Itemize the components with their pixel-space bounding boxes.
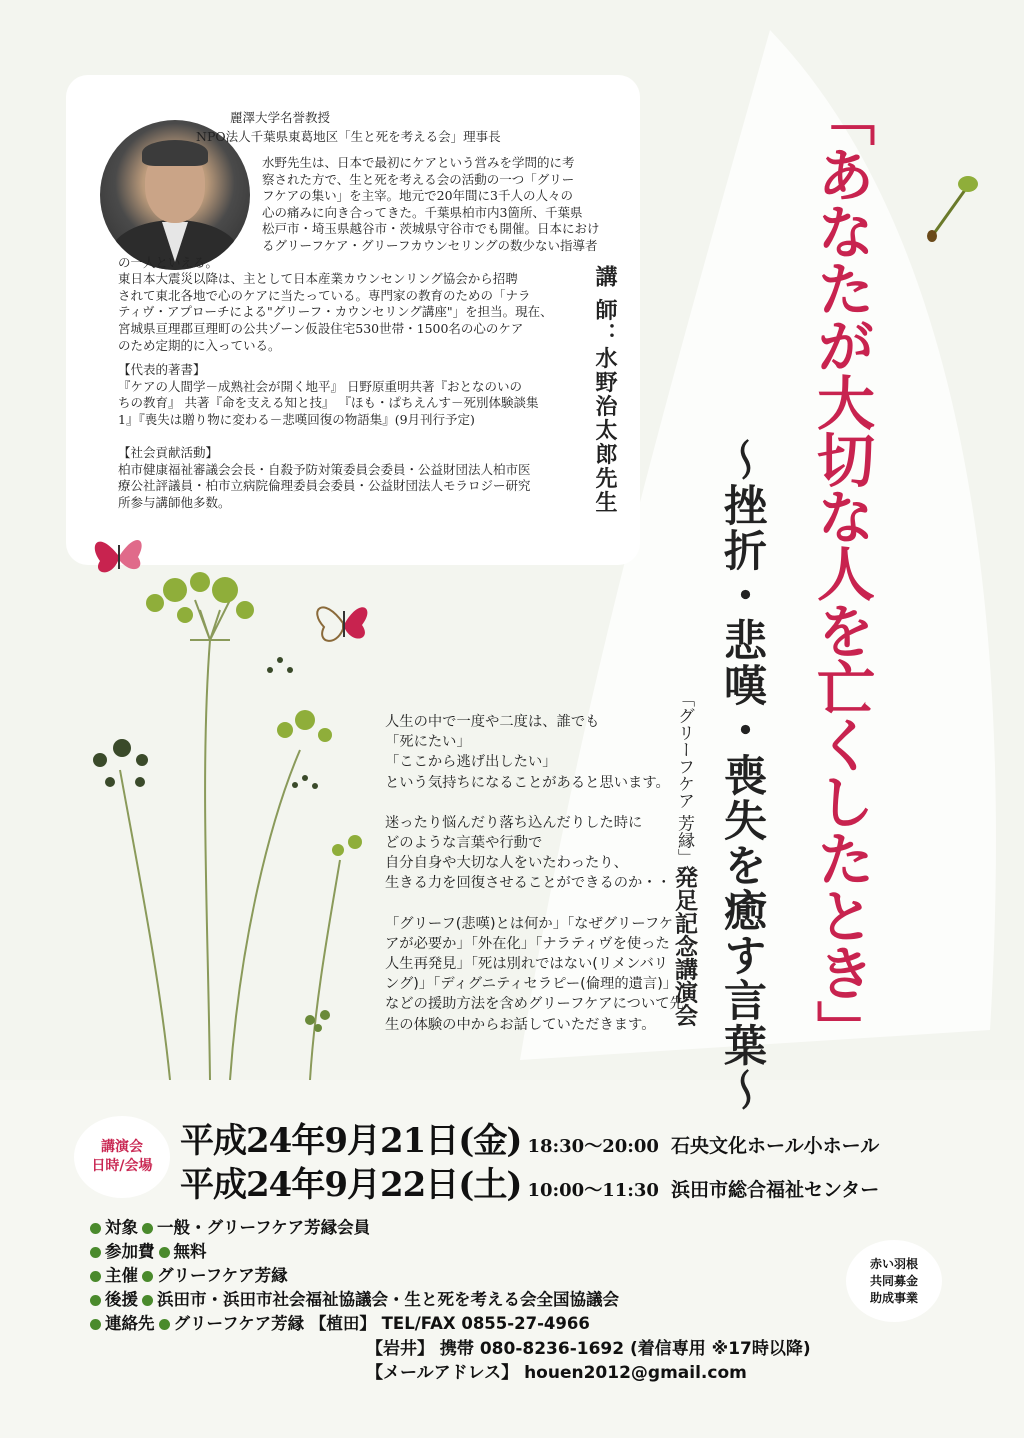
sub-title: ～挫折・悲嘆・喪失を癒す言葉～ [717,438,767,1113]
contact-mobile: 【岩井】 携帯 080-8236-1692 (着信専用 ※17時以降) [366,1339,811,1359]
butterfly-icon [88,525,150,581]
lecturer-name: 講 師：水野治太郎先生 [592,265,618,515]
social-section: 【社会貢献活動】 柏市健康福祉審議会会長・自殺予防対策委員会委員・公益財団法人柏市医 療公社評議員・柏市立病院倫理委員会委員・公益財団法人モラロジー研究 所参与講師他多数。 [118,445,531,510]
social-heading: 【社会貢献活動】 [118,445,219,460]
info-organizer: 主催 グリーフケア芳縁 [90,1262,288,1286]
event-venue: 浜田市総合福祉センター [670,1179,880,1201]
event-time: 18:30～20:00 [527,1136,659,1157]
info-target: 対象 一般・グリーフケア芳縁会員 [90,1214,370,1238]
event-date: 平成24年9月21日(金) [180,1121,522,1161]
info-fee: 参加費 無料 [90,1238,207,1262]
info-contact: 連絡先 グリーフケア芳縁 【植田】 TEL/FAX 0855-27-4966 [90,1310,590,1334]
lecturer-affiliation [196,108,501,146]
date-row-2 [180,1157,879,1206]
works-heading: 【代表的著書】 [118,362,206,377]
message-paragraph: 「グリーフ(悲嘆)とは何か」「なぜグリーフケ アが必要か」「外在化」「ナラティヴを使った 人生再発見」「死は別れではない(リメンバリ ング)」「ディグニティセラピー(倫理的遺言)」 などの援助方法を含めグリーフケアについて先 生の体験の中からお話していただきます。 [385,915,684,1033]
date-venue-badge: 講演会 日時/会場 [74,1116,170,1198]
event-time: 10:00～11:30 [527,1180,659,1201]
seed-icon [927,176,978,242]
main-title: 「あなたが大切な人を亡くしたとき」 [807,88,875,1057]
contact-email[interactable]: 【メールアドレス】 houen2012@gmail.com [366,1363,747,1383]
date-row-1 [180,1113,879,1162]
red-feather-badge: 赤い羽根 共同募金 助成事業 [846,1240,942,1322]
event-label: 「グリーフケア 芳縁」発足記念講演会 [671,690,697,1027]
bio-paragraph-2: るグリーフケア・グリーフカウンセリングの数少ない指導者 の一人といえる。 東日本大震災以降は、主として日本産業カウンセンリング協会から招聘 されて東北各地で心のケアに当たっている。専門家の教育のための「ナラ ティヴ・アプローチによる"グリーフ・カウンセリング講座"」を担当。現在、 宮城県亘理郡亘理町の公共ゾーン仮設住宅530世帯・1500名の心のケア のため定期的に入っている。 [118,238,598,353]
message-paragraph: 人生の中で一度や二度は、誰でも 「死にたい」 「ここから逃げ出したい」 という気持ちになることがあると思います。 [385,714,670,791]
event-date: 平成24年9月22日(土) [180,1165,522,1205]
bio-paragraph-1: 水野先生は、日本で最初にケアという営みを学問的に考 察された方で、生と死を考える会の活動の一つ「グリー フケアの集い」を主宰。地元で20年間に3千人の人々の 心の痛みに向き合ってきた。千葉県柏市内3箇所、千葉県 松戸市・埼玉県越谷市・茨城県守谷市でも開催。日本におけ [262,155,600,237]
affiliation-line: NPO法人千葉県東葛地区「生と死を考える会」理事長 [196,129,501,144]
works-section: 【代表的著書】 『ケアの人間学－成熟社会が開く地平』 日野原重明共著『おとなのいの ちの教育』 共著『命を支える知と技』 『ほも・ぱちえんす－死別体験談集 1』『喪失は贈り物に変わる－悲嘆回復の物語集』(9月刊行予定) [118,362,539,427]
message-paragraph: 迷ったり悩んだり落ち込んだりした時に どのような言葉や行動で 自分自身や大切な人をいたわったり、 生きる力を回復させることができるのか・・・ [385,814,686,892]
event-venue: 石央文化ホール小ホール [670,1135,880,1157]
invitation-message [385,712,685,1055]
affiliation-line: 麗澤大学名誉教授 [230,110,331,125]
info-sponsor: 後援 浜田市・浜田市社会福祉協議会・生と死を考える会全国協議会 [90,1286,619,1310]
butterfly-icon [308,585,378,655]
